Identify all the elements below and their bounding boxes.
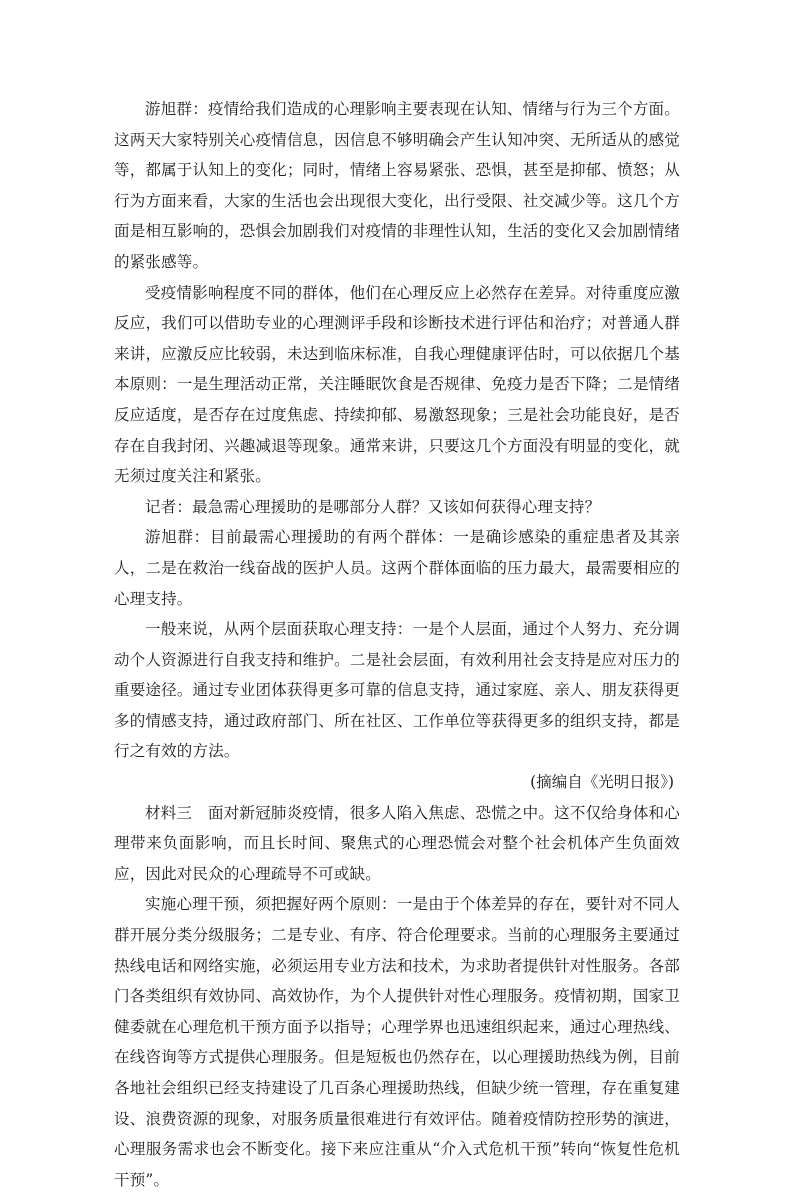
paragraph-group-differences: 受疫情影响程度不同的群体，他们在心理反应上必然存在差异。对待重度应激反应，我们可以借助专业的心理测评手段和诊断技术进行评估和治疗；对普通人群来讲，应激反应比较弱，未达到临床标准，自我心理健康评估时，可以依据几个基本原则：一是生理活动正常，关注睡眠饮食是否规律、免疫力是否下降；二是情绪反应适度，是否存在过度焦虑、持续抑郁、易激怒现象；三是社会功能良好，是否存在自我封闭、兴趣减退等现象。通常来讲，只要这几个方面没有明显的变化，就无须过度关注和紧张。 bbox=[114, 283, 680, 486]
paragraph-support-levels: 一般来说，从两个层面获取心理支持：一是个人层面，通过个人努力、充分调动个人资源进行自我支持和维护。二是社会层面，有效利用社会支持是应对压力的重要途径。通过专业团体获得更多可靠的信息支持，通过家庭、亲人、朋友获得更多的情感支持，通过政府部门、所在社区、工作单位等获得更多的组织支持，都是行之有效的方法。 bbox=[114, 620, 680, 761]
paragraph-material-three: 材料三 面对新冠肺炎疫情，很多人陷入焦虑、恐慌之中。这不仅给身体和心理带来负面影响，而且长时间、聚焦式的心理恐慌会对整个社会机体产生负面效应，因此对民众的心理疏导不可或缺。 bbox=[114, 803, 680, 883]
paragraph-intervention-principles: 实施心理干预，须把握好两个原则：一是由于个体差异的存在，要针对不同人群开展分类分级服务；二是专业、有序、符合伦理要求。当前的心理服务主要通过热线电话和网络实施，必须运用专业方法和技术，为求助者提供针对性服务。各部门各类组织有效协同、高效协作，为个人提供针对性心理服务。疫情初期，国家卫健委就在心理危机干预方面予以指导；心理学界也迅速组织起来，通过心理热线、在线咨询等方式提供心理服务。但是短板也仍然存在，以心理援助热线为例，目前各地社会组织已经支持建设了几百条心理援助热线，但缺少统一管理，存在重复建设、浪费资源的现象，对服务质量很难进行有效评估。随着疫情防控形势的演进，心理服务需求也会不断变化。接下来应注重从“介入式危机干预”转向“恢复性危机干预”。 bbox=[114, 895, 680, 1189]
paragraph-reporter-question: 记者：最急需心理援助的是哪部分人群？又该如何获得心理支持？ bbox=[145, 497, 601, 516]
paragraph-cognition-emotion-behavior: 游旭群：疫情给我们造成的心理影响主要表现在认知、情绪与行为三个方面。这两天大家特别关心疫情信息，因信息不够明确会产生认知冲突、无所适从的感觉等，都属于认知上的变化；同时，情绪上容易紧张、恐惧，甚至是抑郁、愤怒；从行为方面来看，大家的生活也会出现很大变化，出行受限、社交减少等。这几个方面是相互影响的，恐惧会加剧我们对疫情的非理性认知，生活的变化又会加剧情绪的紧张感等。 bbox=[114, 100, 680, 271]
paragraph-two-groups: 游旭群：目前最需心理援助的有两个群体：一是确诊感染的重症患者及其亲人，二是在救治一线奋战的医护人员。这两个群体面临的压力最大，最需要相应的心理支持。 bbox=[114, 528, 680, 608]
document-page bbox=[114, 94, 680, 1195]
source-citation: (摘编自《光明日报》) bbox=[530, 773, 674, 792]
